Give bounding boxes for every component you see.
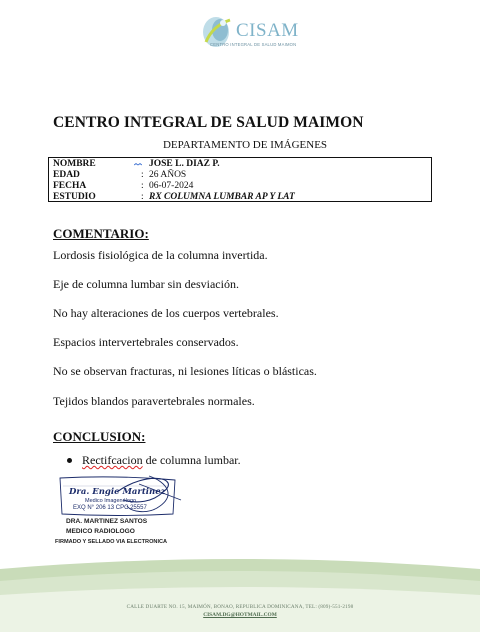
patient-value-study: RX COLUMNA LUMBAR AP Y LAT [149, 192, 295, 202]
patient-value-date: 06-07-2024 [149, 181, 194, 191]
patient-separator: : [141, 192, 144, 202]
comentario-line: Eje de columna lumbar sin desviación. [53, 277, 239, 291]
doctor-name: DRA. MARTINEZ SANTOS [66, 518, 148, 525]
patient-separator: : [141, 170, 144, 180]
cisam-logo [196, 12, 306, 52]
logo-text: CISAM [236, 20, 299, 41]
comentario-line: Lordosis fisiológica de la columna invertida. [53, 248, 268, 262]
signature-stamp [57, 474, 185, 518]
stamp-license: EXQ N° 206 13 CPC 25557 [73, 505, 147, 511]
patient-label-date: FECHA [53, 181, 87, 191]
center-title: CENTRO INTEGRAL DE SALUD MAIMON [53, 114, 364, 131]
footer-email-link[interactable]: CISAM.DG@HOTMAIL.COM [203, 612, 277, 618]
logo-subtitle: CENTRO INTEGRAL DE SALUD MAIMON [210, 42, 297, 47]
conclusion-first-word: Rectifcacion [82, 453, 143, 467]
patient-value-name: JOSE L. DIAZ P. [149, 159, 220, 169]
patient-label-name: NOMBRE [53, 159, 96, 169]
patient-label-study: ESTUDIO [53, 192, 96, 202]
spellcheck-mark-icon [134, 163, 142, 167]
patient-label-age: EDAD [53, 170, 80, 180]
conclusion-item [82, 453, 241, 468]
bullet-icon [67, 458, 72, 463]
stamp-doctor-name: Dra. Engie Martinez [69, 487, 166, 497]
comentario-line: No se observan fracturas, ni lesiones líticas o blásticas. [53, 364, 317, 378]
comentario-line: No hay alteraciones de los cuerpos vertebrales. [53, 306, 279, 320]
department-title: DEPARTAMENTO DE IMÁGENES [162, 139, 328, 151]
patient-separator: : [141, 181, 144, 191]
signed-note: FIRMADO Y SELLADO VIA ELECTRONICA [55, 539, 168, 545]
conclusion-heading: CONCLUSION: [53, 429, 146, 444]
conclusion-rest: de columna lumbar. [142, 453, 241, 467]
patient-info-box [48, 157, 432, 202]
stamp-doctor-role: Medico Imagenólogo [85, 498, 137, 504]
comentario-line: Espacios intervertebrales conservados. [53, 335, 239, 349]
comentario-heading: COMENTARIO: [53, 226, 149, 241]
doctor-role: MEDICO RADIOLOGO [66, 528, 135, 535]
footer-wave-decoration [0, 555, 480, 632]
comentario-line: Tejidos blandos paravertebrales normales. [53, 394, 255, 408]
patient-value-age: 26 AÑOS [149, 170, 187, 180]
footer-address: CALLE DUARTE NO. 15, MAIMÓN, BONAO, REPUBLICA DOMINICANA, TEL: (809)-551-2198 [126, 604, 354, 610]
